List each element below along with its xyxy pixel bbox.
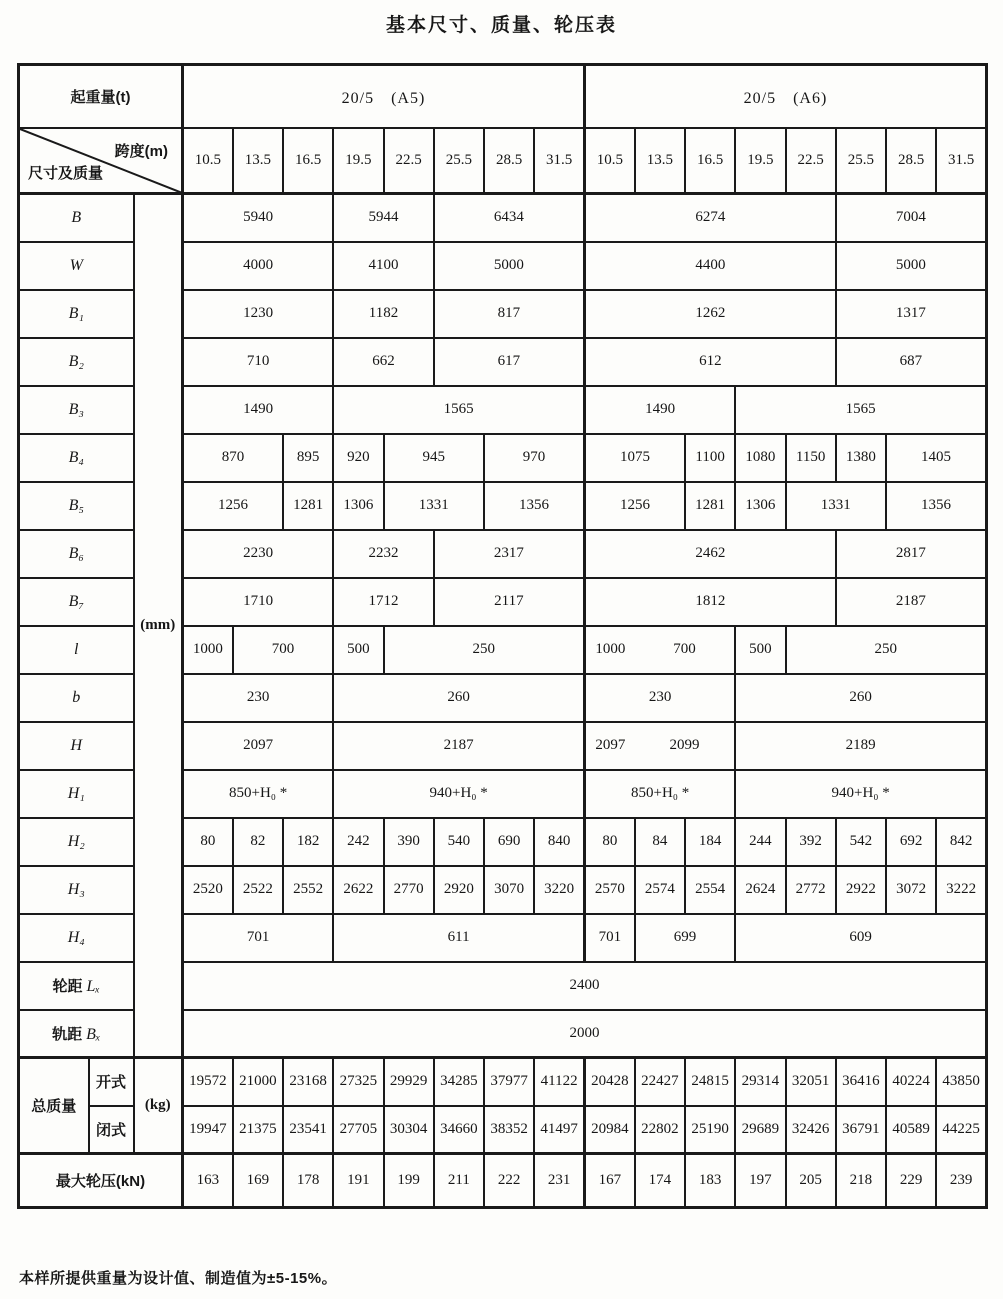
value-cell-H2: 82 <box>233 818 283 866</box>
value-cell-B4: 895 <box>283 434 333 482</box>
span-header-cell: 19.5 <box>735 128 785 194</box>
row-label-B <box>19 194 134 242</box>
span-header-cell: 25.5 <box>434 128 484 194</box>
value-cell-H: 2097 <box>585 722 635 770</box>
mass-open-cell: 37977 <box>484 1058 534 1106</box>
span-header-cell: 13.5 <box>233 128 283 194</box>
row-label-H1 <box>19 770 134 818</box>
value-cell-B3: 1565 <box>333 386 584 434</box>
row-label-H4 <box>19 914 134 962</box>
value-cell-B7: 1712 <box>333 578 434 626</box>
wheel-pressure-cell: 197 <box>735 1154 785 1208</box>
value-cell-B7: 1710 <box>183 578 334 626</box>
span-header-cell: 22.5 <box>384 128 434 194</box>
value-cell-B: 6434 <box>434 194 585 242</box>
mass-closed-cell: 41497 <box>534 1106 584 1154</box>
group-a5-header: 20/5 (A5) <box>183 65 585 128</box>
row-label-B7 <box>19 578 134 626</box>
row-label-text: 轨距 <box>52 1025 83 1043</box>
wheel-pressure-cell: 169 <box>233 1154 283 1208</box>
mass-closed-cell: 34660 <box>434 1106 484 1154</box>
mass-open-cell: 22427 <box>635 1058 685 1106</box>
value-cell-wheelbase: 2400 <box>183 962 987 1010</box>
value-cell-B4: 1380 <box>836 434 886 482</box>
span-header-cell: 28.5 <box>484 128 534 194</box>
row-label-l <box>19 626 134 674</box>
value-cell-H1: 940+H₀ * <box>333 770 584 818</box>
value-cell-B4: 1080 <box>735 434 785 482</box>
mass-open-cell: 20428 <box>585 1058 635 1106</box>
row-label-B1 <box>19 290 134 338</box>
value-cell-H3: 2522 <box>233 866 283 914</box>
value-cell-B2: 687 <box>836 338 987 386</box>
span-header-cell: 16.5 <box>283 128 333 194</box>
value-cell-H3: 3222 <box>936 866 986 914</box>
value-cell-B7: 1812 <box>585 578 836 626</box>
value-cell-B6: 2317 <box>434 530 585 578</box>
value-cell-B4: 1405 <box>886 434 987 482</box>
value-cell-B5: 1356 <box>484 482 585 530</box>
value-cell-B4: 1150 <box>786 434 836 482</box>
row-label-H2 <box>19 818 134 866</box>
row-label-text: H₄ <box>67 928 85 946</box>
value-cell-l: 700 <box>635 626 736 674</box>
value-cell-H1: 940+H₀ * <box>735 770 986 818</box>
value-cell-B5: 1306 <box>735 482 785 530</box>
value-cell-H4: 701 <box>183 914 334 962</box>
row-label-H <box>19 722 134 770</box>
mass-closed-label: 闭式 <box>89 1106 134 1154</box>
mass-closed-cell: 30304 <box>384 1106 434 1154</box>
value-cell-B1: 1182 <box>333 290 434 338</box>
wheel-pressure-cell: 178 <box>283 1154 333 1208</box>
row-label-symbol: Bₓ <box>82 1025 101 1043</box>
mass-open-row <box>19 1058 987 1106</box>
row-label-wheelbase <box>19 962 134 1010</box>
value-cell-B4: 1100 <box>685 434 735 482</box>
value-cell-B7: 2117 <box>434 578 585 626</box>
wheel-pressure-cell: 174 <box>635 1154 685 1208</box>
value-cell-H2: 182 <box>283 818 333 866</box>
value-cell-H3: 2622 <box>333 866 383 914</box>
span-header-cell: 10.5 <box>585 128 635 194</box>
value-cell-H4: 701 <box>585 914 635 962</box>
row-label-text: B₂ <box>68 352 84 370</box>
value-cell-H2: 542 <box>836 818 886 866</box>
span-header-cell: 25.5 <box>836 128 886 194</box>
row-label-text: B₇ <box>68 592 84 610</box>
value-cell-l: 500 <box>735 626 785 674</box>
row-label-text: B₅ <box>68 496 84 514</box>
wheel-pressure-cell: 229 <box>886 1154 936 1208</box>
mass-closed-cell: 19947 <box>183 1106 233 1154</box>
diagonal-header-cell <box>19 128 183 194</box>
mass-closed-cell: 32426 <box>786 1106 836 1154</box>
value-cell-l: 1000 <box>585 626 635 674</box>
value-cell-H3: 2554 <box>685 866 735 914</box>
value-cell-b: 230 <box>183 674 334 722</box>
value-cell-b: 230 <box>585 674 736 722</box>
mass-open-cell: 34285 <box>434 1058 484 1106</box>
value-cell-H2: 84 <box>635 818 685 866</box>
value-cell-B2: 710 <box>183 338 334 386</box>
mass-open-label: 开式 <box>89 1058 134 1106</box>
row-label-H3 <box>19 866 134 914</box>
mass-closed-cell: 40589 <box>886 1106 936 1154</box>
value-cell-B5: 1281 <box>685 482 735 530</box>
capacity-row <box>19 65 987 128</box>
value-cell-H: 2189 <box>735 722 986 770</box>
row-label-B5 <box>19 482 134 530</box>
value-cell-H2: 540 <box>434 818 484 866</box>
capacity-header: 起重量(t) <box>19 65 183 128</box>
value-cell-B5: 1331 <box>786 482 887 530</box>
mass-closed-cell: 23541 <box>283 1106 333 1154</box>
mass-open-cell: 36416 <box>836 1058 886 1106</box>
value-cell-B5: 1331 <box>384 482 485 530</box>
row-label-text: H <box>70 736 83 754</box>
value-cell-B4: 945 <box>384 434 485 482</box>
page-title: 基本尺寸、质量、轮压表 <box>385 15 617 36</box>
value-cell-H3: 3220 <box>534 866 584 914</box>
value-cell-B1: 817 <box>434 290 585 338</box>
value-cell-H3: 3070 <box>484 866 534 914</box>
mass-closed-cell: 21375 <box>233 1106 283 1154</box>
value-cell-B5: 1256 <box>585 482 686 530</box>
row-label-B3 <box>19 386 134 434</box>
footnote: 本样所提供重量为设计值、制造值为±5-15%。 <box>19 1270 338 1287</box>
row-label-text: l <box>74 640 79 658</box>
mass-open-cell: 40224 <box>886 1058 936 1106</box>
value-cell-W: 4000 <box>183 242 334 290</box>
span-header-cell: 10.5 <box>183 128 233 194</box>
value-cell-H4: 611 <box>333 914 584 962</box>
mass-closed-cell: 36791 <box>836 1106 886 1154</box>
value-cell-H2: 690 <box>484 818 534 866</box>
wheel-pressure-label: 最大轮压(kN) <box>19 1154 183 1208</box>
span-header-cell: 31.5 <box>936 128 986 194</box>
mass-open-cell: 27325 <box>333 1058 383 1106</box>
value-cell-l: 500 <box>333 626 383 674</box>
wheel-pressure-cell: 163 <box>183 1154 233 1208</box>
value-cell-H3: 2922 <box>836 866 886 914</box>
dimension-axis-label: 尺寸及质量 <box>28 165 104 182</box>
value-cell-W: 5000 <box>434 242 585 290</box>
spec-table <box>17 63 988 1209</box>
mass-closed-cell: 27705 <box>333 1106 383 1154</box>
row-B <box>19 194 987 242</box>
row-label-W <box>19 242 134 290</box>
wheel-pressure-cell: 205 <box>786 1154 836 1208</box>
value-cell-H3: 2624 <box>735 866 785 914</box>
dimension-rows-section <box>19 194 987 1058</box>
table-header-section <box>19 65 987 194</box>
value-cell-H2: 184 <box>685 818 735 866</box>
value-cell-H2: 242 <box>333 818 383 866</box>
wheel-pressure-cell: 199 <box>384 1154 434 1208</box>
value-cell-l: 250 <box>786 626 987 674</box>
value-cell-H2: 692 <box>886 818 936 866</box>
wheel-pressure-cell: 218 <box>836 1154 886 1208</box>
value-cell-l: 700 <box>233 626 334 674</box>
wheel-pressure-cell: 222 <box>484 1154 534 1208</box>
value-cell-W: 4400 <box>585 242 836 290</box>
value-cell-H3: 2574 <box>635 866 685 914</box>
value-cell-H1: 850+H₀ * <box>585 770 736 818</box>
mass-closed-cell: 29689 <box>735 1106 785 1154</box>
value-cell-H4: 699 <box>635 914 736 962</box>
mass-open-cell: 21000 <box>233 1058 283 1106</box>
wheel-pressure-row <box>19 1154 987 1208</box>
span-header-row <box>19 128 987 194</box>
value-cell-H3: 2920 <box>434 866 484 914</box>
wheel-pressure-cell: 239 <box>936 1154 986 1208</box>
value-cell-B6: 2462 <box>585 530 836 578</box>
value-cell-B6: 2232 <box>333 530 434 578</box>
span-header-cell: 13.5 <box>635 128 685 194</box>
value-cell-H3: 2772 <box>786 866 836 914</box>
unit-mm: (mm) <box>134 194 183 1058</box>
value-cell-H2: 842 <box>936 818 986 866</box>
span-header-cell: 28.5 <box>886 128 936 194</box>
row-label-B4 <box>19 434 134 482</box>
value-cell-B3: 1490 <box>585 386 736 434</box>
value-cell-W: 5000 <box>836 242 987 290</box>
wheel-pressure-cell: 211 <box>434 1154 484 1208</box>
row-label-text: b <box>72 688 81 706</box>
span-header-cell: 16.5 <box>685 128 735 194</box>
mass-closed-cell: 38352 <box>484 1106 534 1154</box>
row-label-text: H₂ <box>67 832 85 850</box>
value-cell-B: 5944 <box>333 194 434 242</box>
row-label-text: 轮距 <box>52 978 83 995</box>
mass-open-cell: 19572 <box>183 1058 233 1106</box>
mass-closed-cell: 20984 <box>585 1106 635 1154</box>
span-header-cell: 31.5 <box>534 128 584 194</box>
row-label-b <box>19 674 134 722</box>
wheel-pressure-cell: 183 <box>685 1154 735 1208</box>
value-cell-B4: 1075 <box>585 434 686 482</box>
value-cell-B: 5940 <box>183 194 334 242</box>
wheel-pressure-cell: 231 <box>534 1154 584 1208</box>
value-cell-B1: 1230 <box>183 290 334 338</box>
row-label-text: B <box>71 208 82 226</box>
value-cell-l: 1000 <box>183 626 233 674</box>
value-cell-H3: 2552 <box>283 866 333 914</box>
mass-closed-cell: 25190 <box>685 1106 735 1154</box>
row-label-text: W <box>69 256 83 274</box>
value-cell-B6: 2230 <box>183 530 334 578</box>
value-cell-b: 260 <box>333 674 584 722</box>
value-cell-H3: 2520 <box>183 866 233 914</box>
value-cell-B3: 1490 <box>183 386 334 434</box>
span-header-cell: 22.5 <box>786 128 836 194</box>
value-cell-H2: 244 <box>735 818 785 866</box>
value-cell-B2: 612 <box>585 338 836 386</box>
value-cell-H4: 609 <box>735 914 986 962</box>
mass-open-cell: 23168 <box>283 1058 333 1106</box>
value-cell-H: 2099 <box>635 722 736 770</box>
value-cell-H2: 80 <box>183 818 233 866</box>
span-axis-label: 跨度(m) <box>114 142 168 160</box>
value-cell-gauge: 2000 <box>183 1010 987 1058</box>
value-cell-B7: 2187 <box>836 578 987 626</box>
value-cell-H1: 850+H₀ * <box>183 770 334 818</box>
value-cell-B1: 1317 <box>836 290 987 338</box>
row-label-B2 <box>19 338 134 386</box>
value-cell-H2: 392 <box>786 818 836 866</box>
value-cell-B4: 970 <box>484 434 585 482</box>
value-cell-B3: 1565 <box>735 386 986 434</box>
value-cell-B6: 2817 <box>836 530 987 578</box>
value-cell-H2: 840 <box>534 818 584 866</box>
value-cell-B5: 1281 <box>283 482 333 530</box>
row-label-text: B₄ <box>68 448 84 466</box>
value-cell-B5: 1306 <box>333 482 383 530</box>
value-cell-H2: 390 <box>384 818 434 866</box>
unit-kg: (kg) <box>134 1058 183 1154</box>
row-label-text: H₁ <box>67 784 85 802</box>
mass-open-cell: 32051 <box>786 1058 836 1106</box>
row-label-symbol: Lₓ <box>82 978 100 995</box>
mass-wheel-section <box>19 1058 987 1208</box>
value-cell-B4: 920 <box>333 434 383 482</box>
mass-open-cell: 43850 <box>936 1058 986 1106</box>
row-label-B6 <box>19 530 134 578</box>
value-cell-B2: 662 <box>333 338 434 386</box>
mass-closed-cell: 22802 <box>635 1106 685 1154</box>
value-cell-H: 2097 <box>183 722 334 770</box>
value-cell-B1: 1262 <box>585 290 836 338</box>
wheel-pressure-cell: 191 <box>333 1154 383 1208</box>
mass-open-cell: 41122 <box>534 1058 584 1106</box>
value-cell-H3: 2570 <box>585 866 635 914</box>
row-label-gauge <box>19 1010 134 1058</box>
value-cell-W: 4100 <box>333 242 434 290</box>
value-cell-B5: 1256 <box>183 482 284 530</box>
group-a6-header: 20/5 (A6) <box>585 65 987 128</box>
value-cell-H3: 2770 <box>384 866 434 914</box>
row-label-text: H₃ <box>67 880 85 898</box>
value-cell-B2: 617 <box>434 338 585 386</box>
value-cell-H3: 3072 <box>886 866 936 914</box>
mass-closed-cell: 44225 <box>936 1106 986 1154</box>
value-cell-b: 260 <box>735 674 986 722</box>
mass-open-cell: 29929 <box>384 1058 434 1106</box>
row-label-text: B₃ <box>68 400 84 418</box>
value-cell-B5: 1356 <box>886 482 987 530</box>
span-header-cell: 19.5 <box>333 128 383 194</box>
row-label-text: B₁ <box>68 304 84 322</box>
mass-open-cell: 24815 <box>685 1058 735 1106</box>
value-cell-H2: 80 <box>585 818 635 866</box>
mass-label: 总质量 <box>19 1058 89 1154</box>
value-cell-B4: 870 <box>183 434 284 482</box>
value-cell-H: 2187 <box>333 722 584 770</box>
value-cell-l: 250 <box>384 626 585 674</box>
value-cell-B: 7004 <box>836 194 987 242</box>
mass-open-cell: 29314 <box>735 1058 785 1106</box>
row-label-text: B₆ <box>68 544 84 562</box>
wheel-pressure-cell: 167 <box>585 1154 635 1208</box>
value-cell-B: 6274 <box>585 194 836 242</box>
